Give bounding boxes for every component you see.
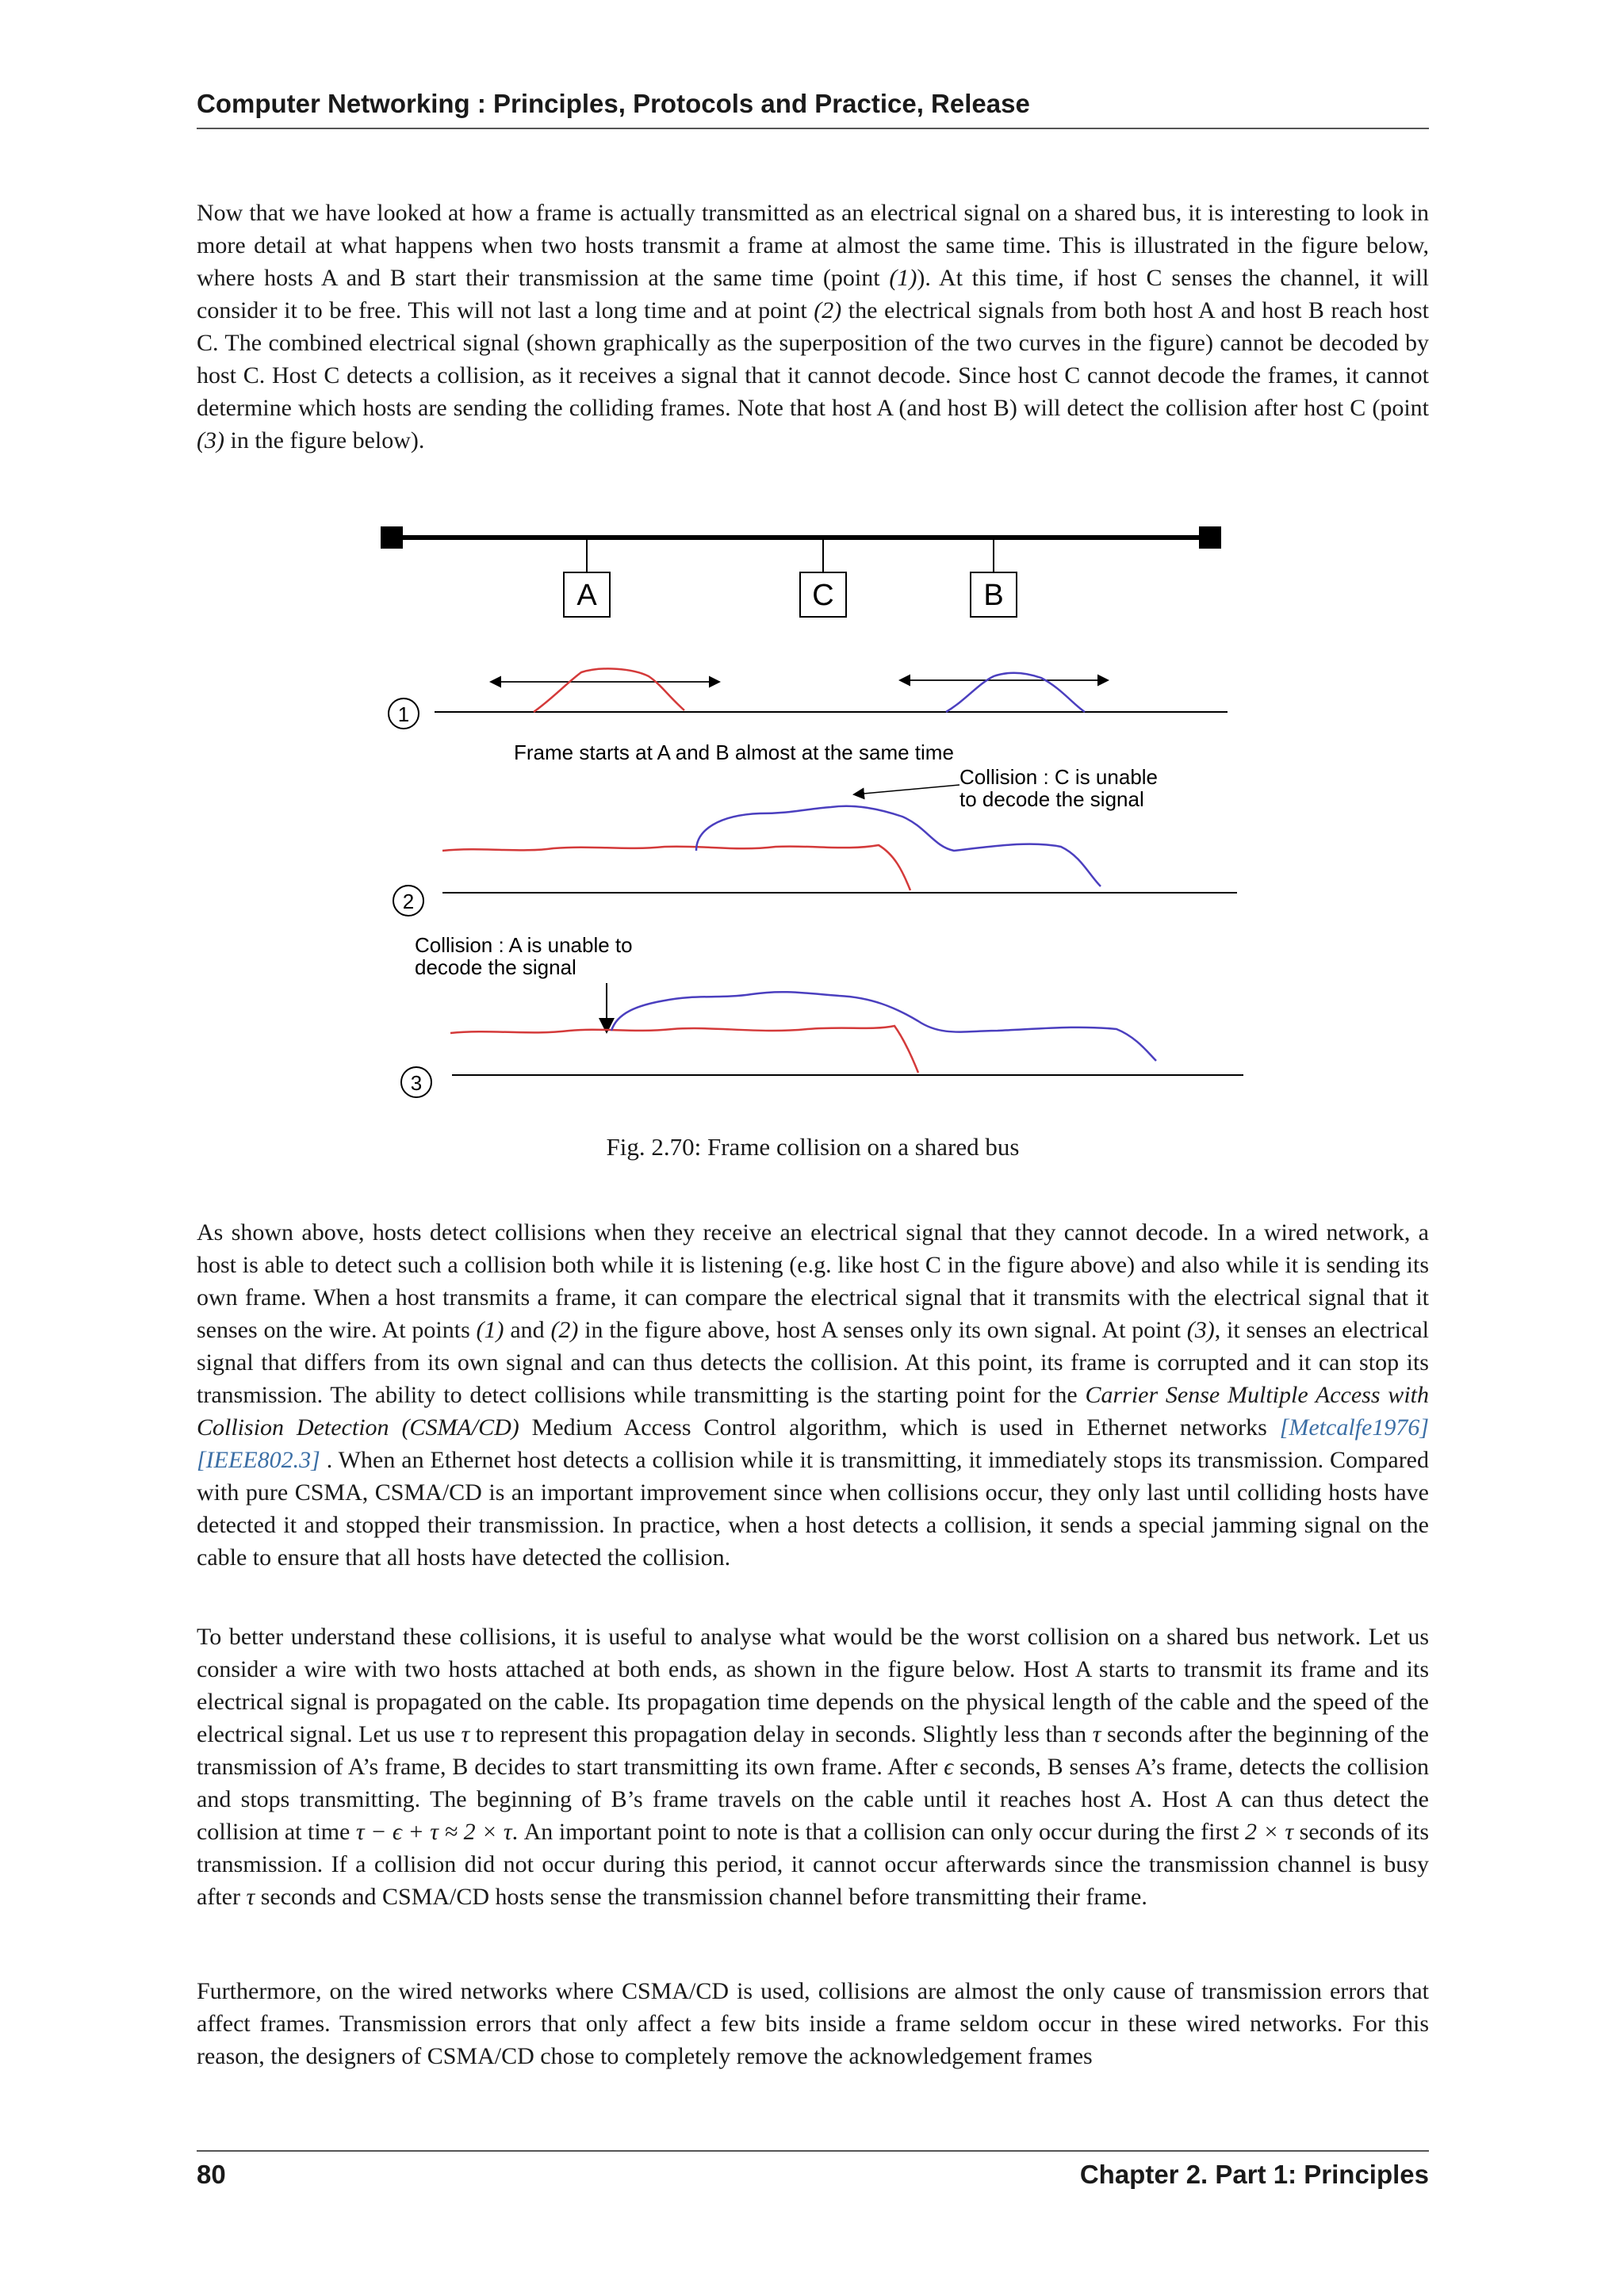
text: Medium Access Control algorithm, which is used in Ethernet networks bbox=[519, 1414, 1280, 1441]
math: τ − ϵ + τ ≈ 2 × τ bbox=[355, 1819, 512, 1845]
step-2-caption-line1: Collision : C is unable bbox=[959, 765, 1159, 789]
host-b-label: B bbox=[983, 579, 1004, 612]
point-ref: (2) bbox=[550, 1317, 579, 1343]
step-1-signal-b bbox=[946, 673, 1085, 712]
text: seconds, B senses A’s frame, detects the collision and stops transmitting. The beginning of B’s frame travels on the cable until it reaches host A. Host A can thus detect the collision at time bbox=[197, 1754, 1429, 1845]
math: 2 × τ bbox=[1245, 1819, 1294, 1845]
math: τ bbox=[1092, 1721, 1101, 1747]
step-3-signal-a bbox=[450, 1026, 918, 1073]
text: To better understand these collisions, it is useful to analyse what would be the worst collision on a shared bus network. Let us consider a wire with two hosts attached at both ends, as shown in the figure below. Host A starts to transmit its frame and its electrical signal is propagated on the cable. Its propagation time depends on the physical length of the cable and the speed of the electrical signal. Let us use bbox=[197, 1624, 1429, 1747]
math: τ bbox=[461, 1721, 470, 1747]
collision-figure bbox=[363, 514, 1259, 1116]
step-3-caption-line2: decode the signal bbox=[415, 955, 576, 979]
text: the electrical signals from both host A and host B reach host C. The combined electrical signal (shown graphically as the superposition of the two curves in the figure) cannot be decoded by host C. Host C detects a collision, as it receives a signal that it cannot decode. Since host C cannot decode the frames, it cannot determine which hosts are sending the colliding frames. Note that host A (and host B) will detect the collision after host C (point bbox=[197, 297, 1429, 421]
step-3-caption-line1: Collision : A is unable to bbox=[415, 933, 633, 957]
paragraph-csma-cd bbox=[197, 1216, 1429, 1574]
text: seconds of its transmission. If a collision did not occur during this period, it cannot occur afterwards since the transmission channel is busy after bbox=[197, 1819, 1429, 1910]
running-header: Computer Networking : Principles, Protocols and Practice, Release bbox=[197, 89, 1030, 118]
page-number: 80 bbox=[197, 2160, 226, 2189]
text: Now that we have looked at how a frame is actually transmitted as an electrical signal on a shared bus, it is interesting to look in more detail at what happens when two hosts transmit a frame at almost the same time. This is illustrated in the figure below, where hosts A and B start their transmission at the same time (point bbox=[197, 200, 1429, 291]
text: ). At this time, if host C senses the channel, it will consider it to be free. This will not last a long time and at point bbox=[197, 265, 1429, 323]
step-3-number: 3 bbox=[410, 1071, 423, 1095]
citation-ieee802-3[interactable]: [IEEE802.3] bbox=[197, 1447, 320, 1473]
math: τ bbox=[246, 1884, 255, 1910]
step-2-caption-line2: to decode the signal bbox=[959, 787, 1144, 811]
point-ref: (1) bbox=[889, 265, 917, 291]
text: in the figure below). bbox=[224, 427, 425, 453]
step-2-number: 2 bbox=[402, 890, 415, 913]
point-ref: (3) bbox=[197, 427, 224, 453]
host-c-label: C bbox=[812, 579, 834, 612]
text: to represent this propagation delay in seconds. Slightly less than bbox=[469, 1721, 1093, 1747]
step-2-pointer bbox=[855, 785, 959, 794]
collision-diagram bbox=[363, 514, 1259, 1116]
text: . An important point to note is that a collision can only occur during the first bbox=[511, 1819, 1246, 1845]
text: As shown above, hosts detect collisions when they receive an electrical signal that they cannot decode. In a wired network, a host is able to detect such a collision both while it is listening (e.g. like host C in the figure above) and also while it is sending its own frame. When a host transmits a frame, it can compare the electrical signal that it transmits with the electrical signal that it senses on the wire. At points bbox=[197, 1219, 1429, 1343]
step-1-caption: Frame starts at A and B almost at the same time bbox=[514, 740, 954, 764]
step-2-signal-combined bbox=[696, 806, 1101, 886]
chapter-title: Chapter 2. Part 1: Principles bbox=[1079, 2160, 1429, 2189]
text: seconds and CSMA/CD hosts sense the transmission channel before transmitting their frame. bbox=[255, 1884, 1147, 1910]
text: . When an Ethernet host detects a collision while it is transmitting, it immediately stops its transmission. Compared with pure CSMA, CSMA/CD is an important improvement since when collisions occur, they only last until colliding hosts have detected it and stopped their transmission. In practice, when a host detects a collision, it sends a special jamming signal on the cable to ensure that all hosts have detected the collision. bbox=[197, 1447, 1429, 1571]
term-csma-cd: Carrier Sense Multiple Access with Collision Detection (CSMA/CD) bbox=[197, 1382, 1429, 1441]
bus-terminator-left bbox=[381, 526, 403, 549]
point-ref: (3) bbox=[1186, 1317, 1215, 1343]
paragraph-errors: Furthermore, on the wired networks where CSMA/CD is used, collisions are almost the only cause of transmission errors that affect frames. Transmission errors that only affect a few bits inside a frame seldom occur in these wired networks. For this reason, the designers of CSMA/CD chose to completely remove the acknowledgement frames bbox=[197, 1978, 1429, 2069]
host-a-label: A bbox=[576, 579, 597, 612]
text: , it senses an electrical signal that differs from its own signal and can thus detects the collision. At this point, its frame is corrupted and it can stop its transmission. The ability to detect collisions while transmitting is the starting point for the bbox=[197, 1317, 1429, 1408]
step-1-number: 1 bbox=[397, 702, 410, 726]
figure-caption: Fig. 2.70: Frame collision on a shared bus bbox=[606, 1133, 1020, 1161]
footer-rule bbox=[197, 2150, 1429, 2152]
math: ϵ bbox=[944, 1754, 954, 1780]
text: in the figure above, host A senses only its own signal. At point bbox=[578, 1317, 1187, 1343]
citation-metcalfe1976[interactable]: [Metcalfe1976] bbox=[1279, 1414, 1429, 1441]
point-ref: (1) bbox=[476, 1317, 504, 1343]
step-1-signal-a bbox=[534, 668, 684, 712]
text: seconds after the beginning of the transmission of A’s frame, B decides to start transmitting its own frame. After bbox=[197, 1721, 1429, 1780]
paragraph-worst-collision bbox=[197, 1621, 1429, 1913]
paragraph-collision-intro bbox=[197, 197, 1429, 457]
point-ref: (2) bbox=[814, 297, 842, 323]
bus-terminator-right bbox=[1199, 526, 1221, 549]
header-rule bbox=[197, 128, 1429, 129]
text: and bbox=[504, 1317, 551, 1343]
step-2-signal-a bbox=[442, 845, 910, 890]
